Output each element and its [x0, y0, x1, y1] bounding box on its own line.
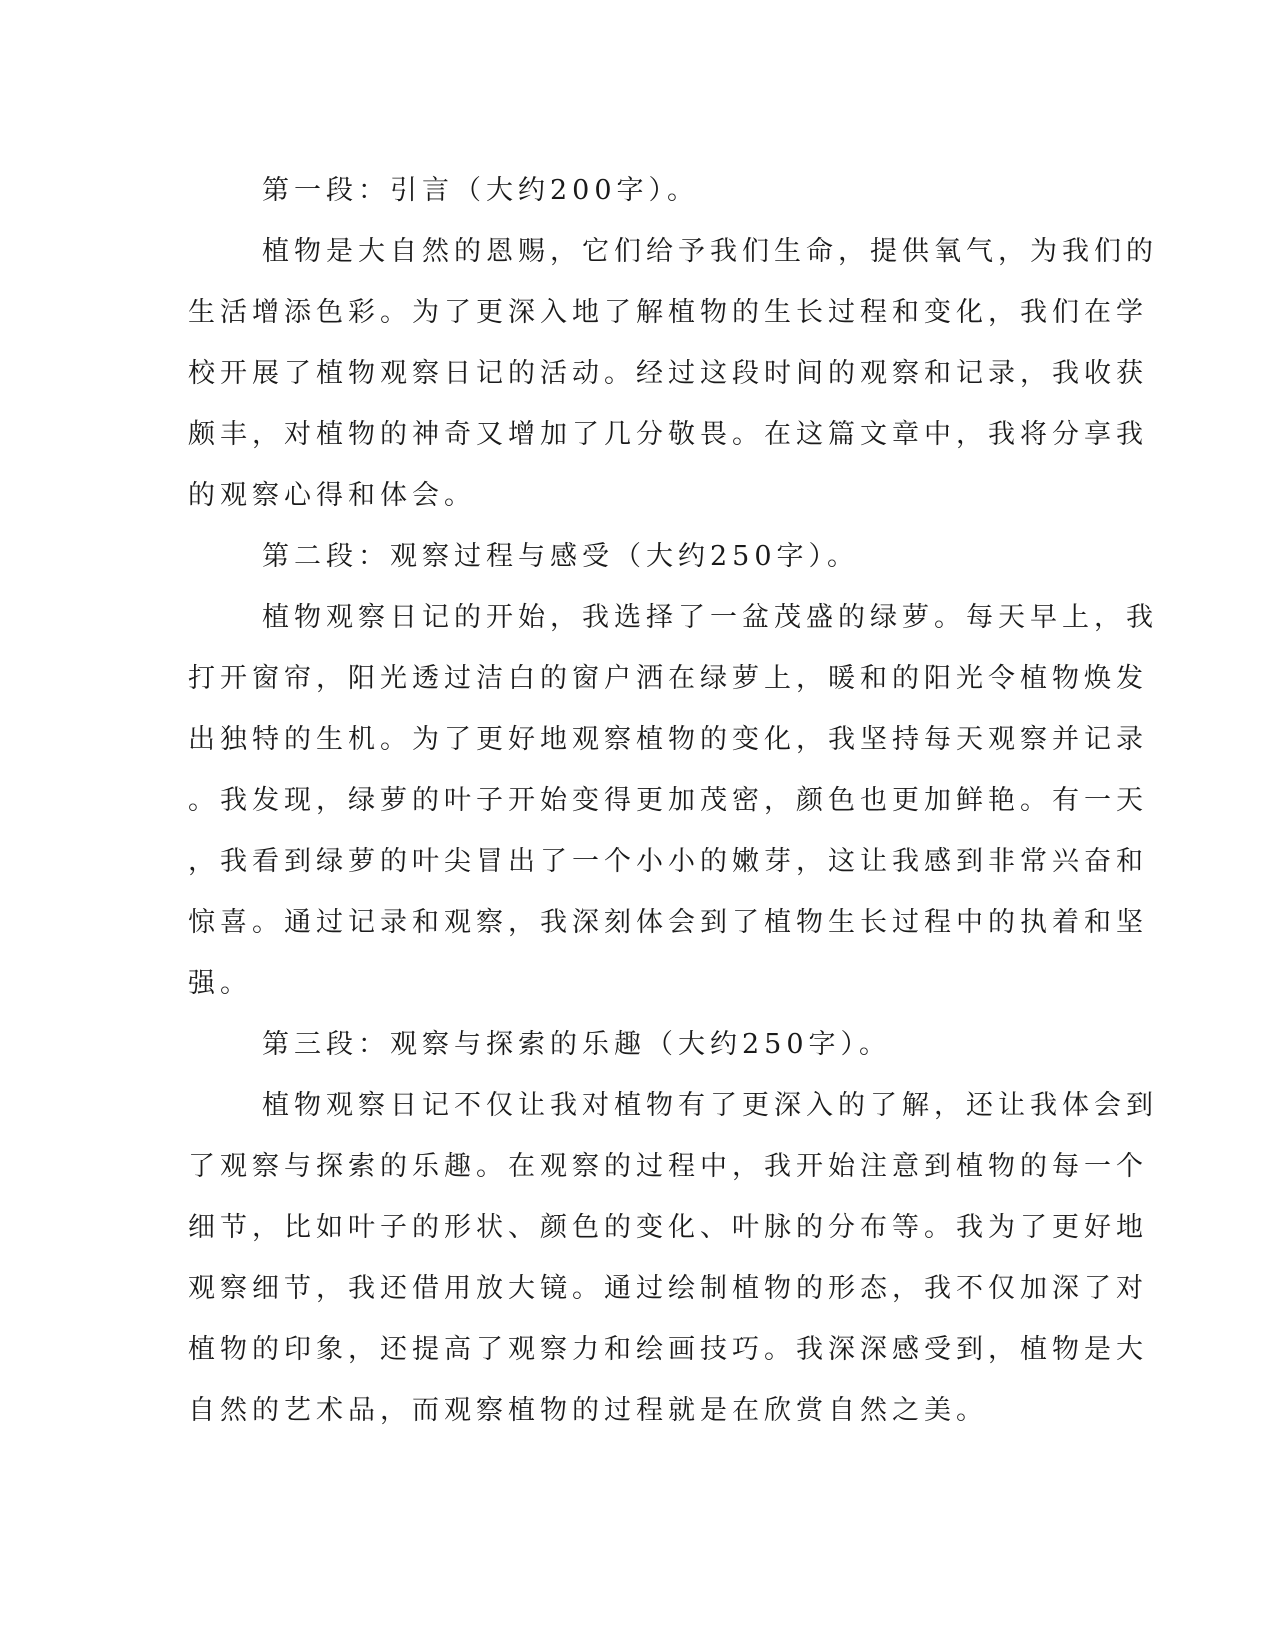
paragraph-line: 强。 — [188, 968, 252, 999]
paragraph-line: 植物观察日记的开始，我选择了一盆茂盛的绿萝。每天早上，我 — [262, 602, 1158, 633]
document-body — [188, 160, 1158, 1441]
paragraph-line: ，我看到绿萝的叶尖冒出了一个小小的嫩芽，这让我感到非常兴奋和 — [188, 846, 1148, 877]
paragraph-line: 出独特的生机。为了更好地观察植物的变化，我坚持每天观察并记录 — [188, 724, 1148, 755]
paragraph-line: 生活增添色彩。为了更深入地了解植物的生长过程和变化，我们在学 — [188, 297, 1148, 328]
paragraph-line: 惊喜。通过记录和观察，我深刻体会到了植物生长过程中的执着和坚 — [188, 907, 1148, 938]
paragraph-line: 校开展了植物观察日记的活动。经过这段时间的观察和记录，我收获 — [188, 358, 1148, 389]
paragraph-line: 的观察心得和体会。 — [188, 480, 476, 511]
paragraph-line: 植物是大自然的恩赐，它们给予我们生命，提供氧气，为我们的 — [262, 236, 1158, 267]
section-3 — [188, 1014, 1158, 1441]
paragraph-line: 。我发现，绿萝的叶子开始变得更加茂密，颜色也更加鲜艳。有一天 — [188, 785, 1148, 816]
paragraph-line: 植物的印象，还提高了观察力和绘画技巧。我深深感受到，植物是大 — [188, 1334, 1148, 1365]
paragraph-line: 细节，比如叶子的形状、颜色的变化、叶脉的分布等。我为了更好地 — [188, 1212, 1148, 1243]
section-heading: 第三段：观察与探索的乐趣（大约250字）。 — [262, 1029, 892, 1060]
section-heading: 第二段：观察过程与感受（大约250字）。 — [262, 541, 860, 572]
paragraph-line: 了观察与探索的乐趣。在观察的过程中，我开始注意到植物的每一个 — [188, 1151, 1148, 1182]
paragraph-line: 颇丰，对植物的神奇又增加了几分敬畏。在这篇文章中，我将分享我 — [188, 419, 1148, 450]
paragraph-line: 植物观察日记不仅让我对植物有了更深入的了解，还让我体会到 — [262, 1090, 1158, 1121]
paragraph-line: 观察细节，我还借用放大镜。通过绘制植物的形态，我不仅加深了对 — [188, 1273, 1148, 1304]
section-1 — [188, 160, 1158, 526]
paragraph-line: 自然的艺术品，而观察植物的过程就是在欣赏自然之美。 — [188, 1395, 988, 1426]
paragraph-line: 打开窗帘，阳光透过洁白的窗户洒在绿萝上，暖和的阳光令植物焕发 — [188, 663, 1148, 694]
section-heading: 第一段：引言（大约200字）。 — [262, 175, 700, 206]
section-2 — [188, 526, 1158, 1014]
